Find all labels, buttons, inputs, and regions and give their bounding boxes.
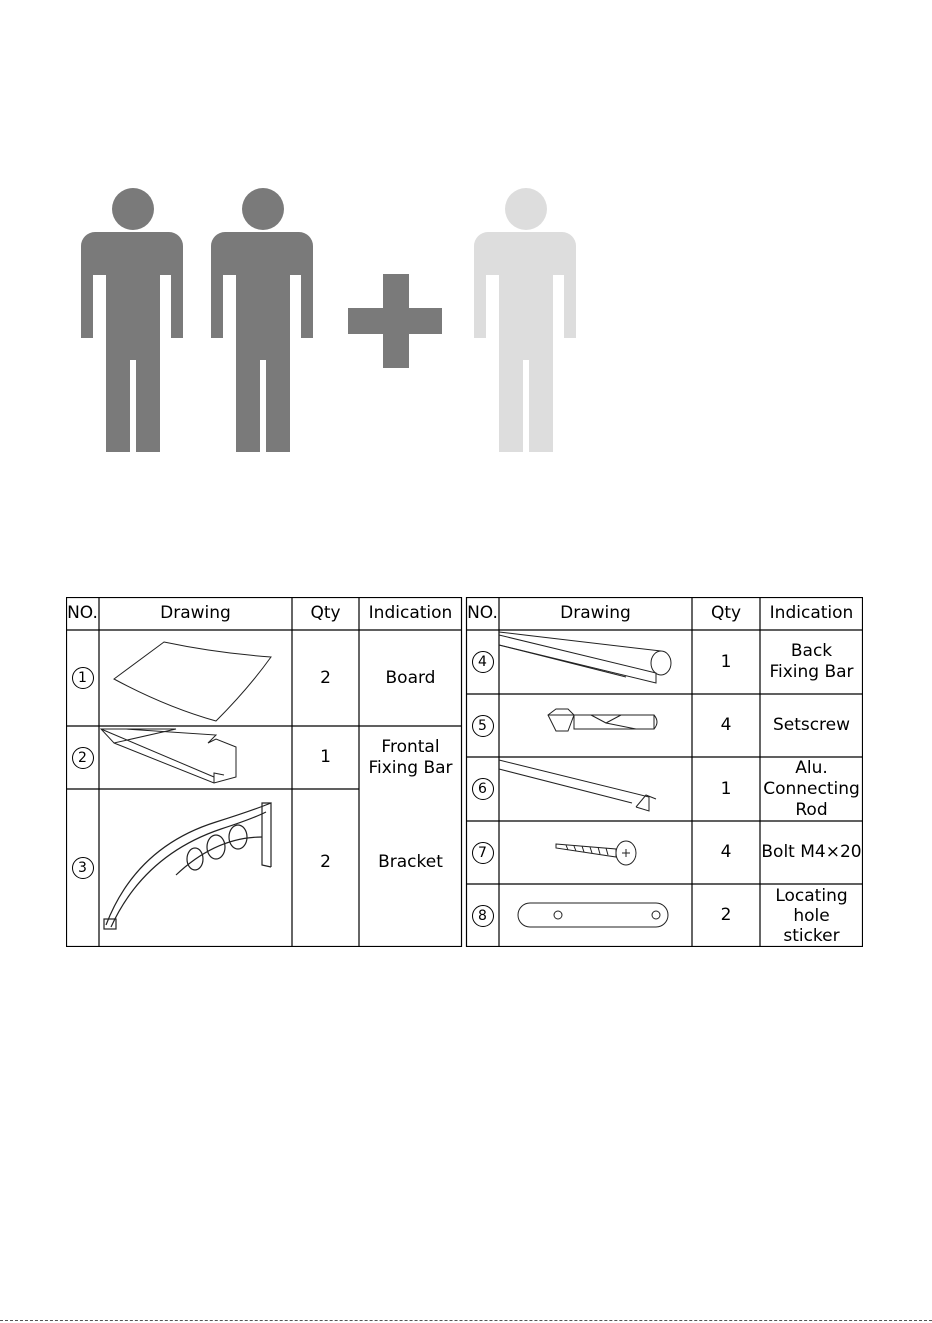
part-number: 4 bbox=[466, 630, 499, 694]
connecting-rod-drawing bbox=[499, 760, 656, 811]
header-drawing: Drawing bbox=[160, 603, 231, 623]
bracket-drawing bbox=[104, 803, 271, 929]
frontal-fixing-bar-drawing bbox=[101, 729, 236, 783]
header-no: NO. bbox=[467, 603, 498, 623]
part-indication: Alu. Connecting Rod bbox=[763, 757, 860, 820]
optional-person-icon bbox=[474, 188, 576, 452]
header-no: NO. bbox=[67, 603, 98, 623]
part-qty: 4 bbox=[720, 715, 732, 735]
part-number: 5 bbox=[466, 694, 499, 757]
part-number: 8 bbox=[466, 884, 499, 947]
header-qty: Qty bbox=[710, 603, 742, 623]
header-indication: Indication bbox=[769, 603, 854, 623]
workers-illustration bbox=[0, 0, 932, 480]
board-drawing bbox=[114, 642, 271, 721]
header-qty: Qty bbox=[310, 603, 341, 623]
parts-table bbox=[66, 597, 863, 947]
part-qty: 1 bbox=[320, 747, 331, 767]
header-drawing: Drawing bbox=[560, 603, 631, 623]
plus-icon bbox=[348, 274, 442, 368]
part-qty: 1 bbox=[720, 651, 732, 672]
part-indication: Bracket bbox=[378, 851, 443, 872]
sticker-drawing bbox=[518, 903, 668, 927]
part-indication: Back Fixing Bar bbox=[769, 641, 854, 682]
setscrew-drawing bbox=[548, 709, 657, 731]
part-number: 1 bbox=[66, 630, 99, 726]
header-indication: Indication bbox=[368, 603, 453, 623]
part-indication: Locating hole sticker bbox=[775, 885, 848, 946]
part-indication: Bolt M4×20 bbox=[761, 842, 862, 862]
part-indication: Frontal Fixing Bar bbox=[368, 736, 453, 778]
part-indication: Setscrew bbox=[772, 715, 851, 735]
part-qty: 4 bbox=[720, 842, 732, 862]
person-icon bbox=[211, 188, 313, 452]
part-qty: 2 bbox=[720, 905, 732, 925]
part-qty: 2 bbox=[320, 667, 331, 688]
part-qty: 1 bbox=[720, 778, 732, 799]
part-qty: 2 bbox=[320, 851, 331, 872]
person-icon bbox=[81, 188, 183, 452]
part-indication: Board bbox=[385, 667, 436, 688]
part-number: 2 bbox=[66, 726, 99, 789]
part-number: 6 bbox=[466, 757, 499, 821]
bolt-drawing bbox=[556, 841, 636, 865]
page-footer-line bbox=[0, 1320, 932, 1322]
back-fixing-bar-drawing bbox=[499, 632, 671, 683]
part-number: 7 bbox=[466, 821, 499, 884]
part-number: 3 bbox=[66, 789, 99, 947]
